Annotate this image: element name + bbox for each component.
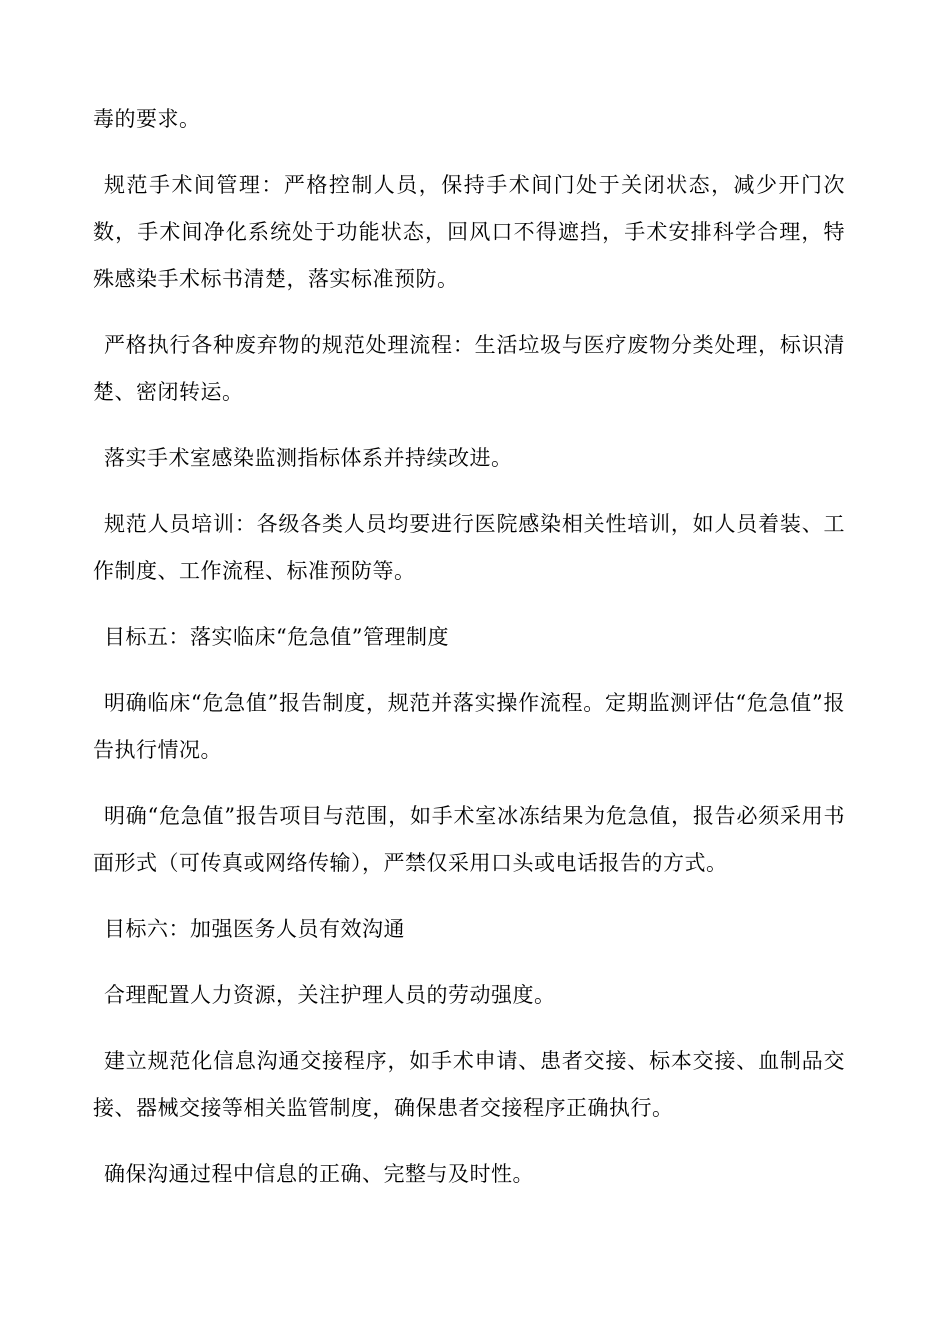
paragraph-critical-value-scope: 明确“危急值”报告项目与范围，如手术室冰冻结果为危急值，报告必须采用书面形式（可传真或网络传输），严禁仅采用口头或电话报告的方式。 <box>93 804 845 875</box>
document-body <box>93 96 845 1217</box>
paragraph-staff-training: 规范人员培训：各级各类人员均要进行医院感染相关性培训，如人员着装、工作制度、工作流程、标准预防等。 <box>93 512 845 583</box>
paragraph-handover-procedure: 建立规范化信息沟通交接程序，如手术申请、患者交接、标本交接、血制品交接、器械交接等相关监管制度，确保患者交接程序正确执行。 <box>93 1049 845 1120</box>
paragraph-operating-room-management: 规范手术间管理：严格控制人员，保持手术间门处于关闭状态，减少开门次数，手术间净化系统处于功能状态，回风口不得遮挡，手术安排科学合理，特殊感染手术标书清楚，落实标准预防。 <box>93 173 845 291</box>
paragraph-infection-monitoring: 落实手术室感染监测指标体系并持续改进。 <box>104 446 513 470</box>
paragraph-human-resources: 合理配置人力资源，关注护理人员的劳动强度。 <box>104 983 556 1007</box>
paragraph-critical-value-system: 明确临床“危急值”报告制度，规范并落实操作流程。定期监测评估“危急值”报告执行情况。 <box>93 691 845 762</box>
paragraph-continuation: 毒的要求。 <box>93 107 201 131</box>
section-heading-goal-six: 目标六：加强医务人员有效沟通 <box>104 917 405 941</box>
paragraph-waste-handling: 严格执行各种废弃物的规范处理流程：生活垃圾与医疗废物分类处理，标识清楚、密闭转运。 <box>93 333 845 404</box>
paragraph-communication-accuracy: 确保沟通过程中信息的正确、完整与及时性。 <box>104 1162 534 1186</box>
section-heading-goal-five: 目标五：落实临床“危急值”管理制度 <box>104 625 449 649</box>
